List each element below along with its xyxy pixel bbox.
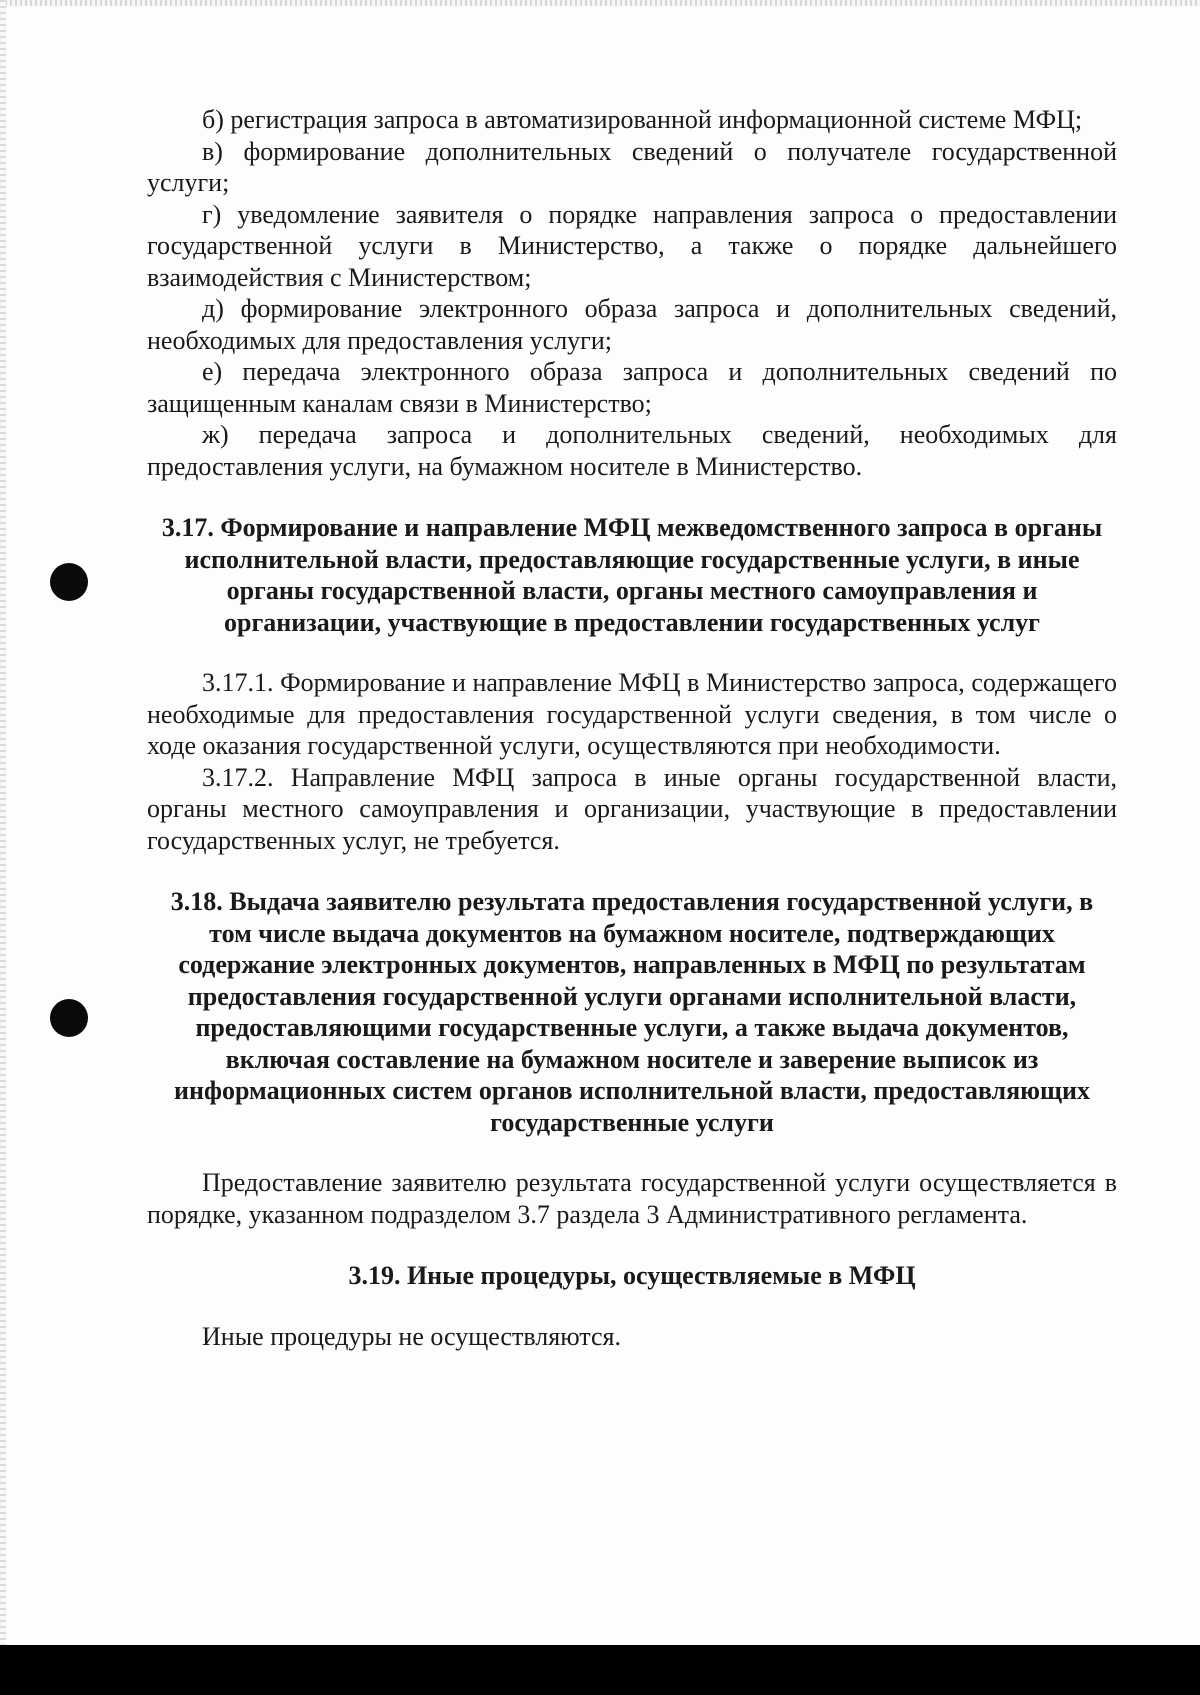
scan-left-edge (0, 0, 6, 1645)
scan-top-edge (0, 0, 1200, 6)
list-item-zh: ж) передача запроса и дополнительных сведений, необходимых для предоставления услуги, на бумажном носителе в Министерство. (147, 420, 1117, 481)
paragraph-3-18: Предоставление заявителю результата государственной услуги осуществляется в порядке, указанном подразделом 3.7 раздела 3 Административного регламента. (147, 1168, 1117, 1229)
document-body (147, 104, 1117, 1352)
section-3-18-heading: 3.18. Выдача заявителю результата предоставления государственной услуги, в том числе выдача документов на бумажном носителе, подтверждающих содержание электронных документов, направленных в МФЦ по результатам предоставления государственной услуги органами исполнительной власти, предоставляющими государственные услуги, а также выдача документов, включая составление на бумажном носителе и заверение выписок из информационных систем органов исполнительной власти, предоставляющих государственные услуги (170, 887, 1094, 1137)
list-item-g: г) уведомление заявителя о порядке направления запроса о предоставлении государственной услуги в Министерство, а также о порядке дальнейшего взаимодействия с Министерством; (147, 199, 1117, 292)
paragraph-3-19: Иные процедуры не осуществляются. (202, 1321, 621, 1351)
section-3-17-heading: 3.17. Формирование и направление МФЦ межведомственного запроса в органы исполнительной власти, предоставляющие государственные услуги, в иные органы государственной власти, органы местного самоуправления и организации, участвующие в предоставлении государственных услуг (161, 513, 1103, 637)
section-3-19-heading: 3.19. Иные процедуры, осуществляемые в МФЦ (348, 1261, 916, 1290)
punch-hole (50, 999, 88, 1037)
paragraph-3-17-2: 3.17.2. Направление МФЦ запроса в иные органы государственной власти, органы местного самоуправления и организации, участвующие в предоставлении государственных услуг, не требуется. (147, 762, 1117, 855)
list-item-v: в) формирование дополнительных сведений о получателе государственной услуги; (147, 136, 1117, 197)
paragraph-3-17-1: 3.17.1. Формирование и направление МФЦ в Министерство запроса, содержащего необходимые для предоставления государственной услуги сведения, в том числе о ходе оказания государственной услуги, осуществляются при необходимости. (147, 668, 1117, 760)
list-item-e: е) передача электронного образа запроса и дополнительных сведений по защищенным каналам связи в Министерство; (147, 357, 1117, 418)
scan-bottom-border (0, 1645, 1200, 1695)
list-item-d: д) формирование электронного образа запроса и дополнительных сведений, необходимых для предоставления услуги; (147, 294, 1117, 355)
punch-hole (50, 563, 88, 601)
list-item-b: б) регистрация запроса в автоматизированной информационной системе МФЦ; (202, 105, 1083, 134)
